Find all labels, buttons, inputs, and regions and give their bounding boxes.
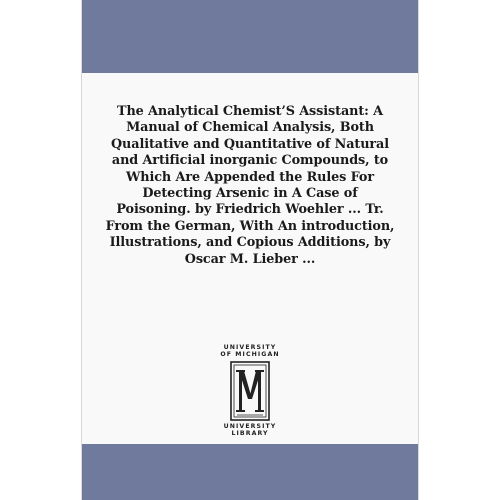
publisher-logo: [219, 345, 281, 439]
logo-top-text: [219, 345, 281, 359]
logo-top-line-1: UNIVERSITY: [223, 344, 277, 351]
book-cover: [81, 0, 419, 500]
logo-top-line-2: OF MICHIGAN: [220, 350, 280, 358]
book-title: The Analytical Chemist’S Assistant: A Manual of Chemical Analysis, Both Qualitative and Quantitative of Natural and Artificial inorganic Compounds, to Which Are Appended the Rules For Detecting Arsenic in A Case of Poisoning. by Friedrich Woehler ... Tr. From the German, With An introduction, Illustrations, and Copious Additions, by Oscar M. Lieber ...: [105, 104, 395, 267]
logo-bottom-text: [219, 424, 281, 438]
logo-bottom-line-1: UNIVERSITY: [223, 423, 277, 430]
cover-bottom-band: [82, 444, 418, 500]
university-seal-icon: [230, 361, 270, 421]
cover-top-band: [82, 0, 418, 73]
logo-bottom-line-2: LIBRARY: [231, 429, 269, 437]
